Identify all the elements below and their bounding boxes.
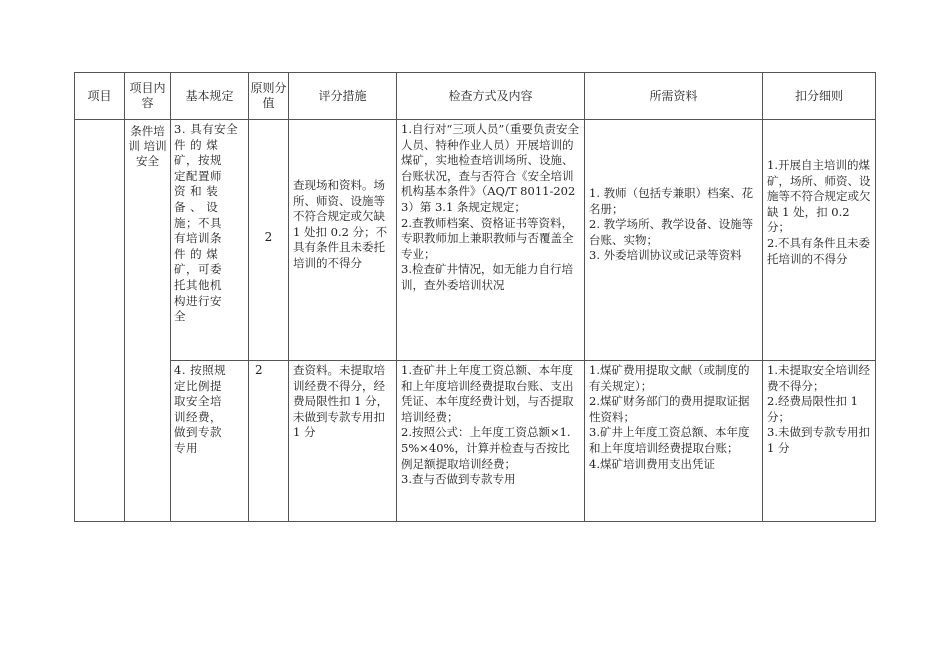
header-check: 检查方式及内容 — [397, 73, 585, 120]
materials-cell — [585, 120, 763, 361]
score-value: 2 — [255, 363, 263, 377]
measure-cell — [289, 120, 397, 361]
check-text: 1.自行对“三项人员”（重要负责安全人员、特种作业人员）开展培训的煤矿，实地检查培训场所、设施、台账状况，查与否符合《安全培训机构基本条件》（AQ/T 8011-2023）第 3.1 条规定规定； 2.查教师档案、资格证书等资料，专职教师加上兼职教师与否覆盖全专业； 3.检查矿井情况，如无能力自行培训，查外委培训状况 — [401, 122, 579, 292]
header-measure: 评分措施 — [289, 73, 397, 120]
score-cell — [249, 120, 289, 361]
rule-text: 3. 具有安全 件 的 煤 矿，按规 定配置师 资 和 装 备 、 设 施；不具 有培训条 件 的 煤 矿，可委 托其他机 构进行安 全 — [174, 122, 239, 324]
score-cell — [249, 361, 289, 522]
measure-cell — [289, 361, 397, 522]
header-deduct: 扣分细则 — [763, 73, 876, 120]
materials-text: 1.煤矿费用提取文献（或制度的有关规定）； 2.煤矿财务部门的费用提取证据性资料； 3.矿井上年度工资总额、本年度和上年度培训经费提取台账； 4.煤矿培训费用支出凭证 — [589, 363, 750, 471]
check-cell — [397, 120, 585, 361]
header-content: 项目内容 — [125, 73, 171, 120]
measure-text: 查现场和资料。场所、师资、设施等不符合规定或欠缺 1 处扣 0.2 分；不具有条件且未委托培训的不得分 — [293, 178, 389, 270]
measure-text: 查资料。未提取培训经费不得分，经费局限性扣 1 分，未做到专款专用扣 1 分 — [293, 363, 389, 440]
content-cell — [125, 120, 171, 522]
header-materials: 所需资料 — [585, 73, 763, 120]
header-rule: 基本规定 — [171, 73, 249, 120]
table-row — [75, 120, 876, 361]
content-text: 条件培训 培训安全 — [128, 124, 167, 168]
deduct-cell — [763, 120, 876, 361]
assessment-table — [74, 72, 876, 522]
deduct-text: 1.未提取安全培训经费不得分； 2.经费局限性扣 1 分； 3.未做到专款专用扣 1 分 — [767, 363, 870, 455]
deduct-text: 1.开展自主培训的煤矿，场所、师资、设施等不符合规定或欠缺 1 处，扣 0.2 分； 2.不具有条件且未委托培训的不得分 — [767, 158, 871, 266]
item-cell — [75, 120, 125, 522]
table-row — [75, 361, 876, 522]
materials-cell — [585, 361, 763, 522]
materials-text: 1. 教师（包括专兼职）档案、花名册； 2. 教学场所、教学设备、设施等台账、实物； 3. 外委培训协议或记录等资料 — [589, 186, 754, 263]
header-score: 原则分值 — [249, 73, 289, 120]
rule-text: 4. 按照规 定比例提 取安全培 训经费， 做到专款 专用 — [174, 363, 227, 455]
check-text: 1.查矿井上年度工资总额、本年度和上年度培训经费提取台账、支出凭证、本年度经费计划，与否提取培训经费； 2.按照公式：上年度工资总额×1.5%×40%，计算并检查与否按比例足额提取培训经费； 3.查与否做到专款专用 — [401, 363, 574, 487]
deduct-cell — [763, 361, 876, 522]
header-row — [75, 73, 876, 120]
rule-cell — [171, 120, 249, 361]
rule-cell — [171, 361, 249, 522]
score-value: 2 — [264, 230, 273, 244]
check-cell — [397, 361, 585, 522]
header-item: 项目 — [75, 73, 125, 120]
item-text — [75, 120, 124, 124]
